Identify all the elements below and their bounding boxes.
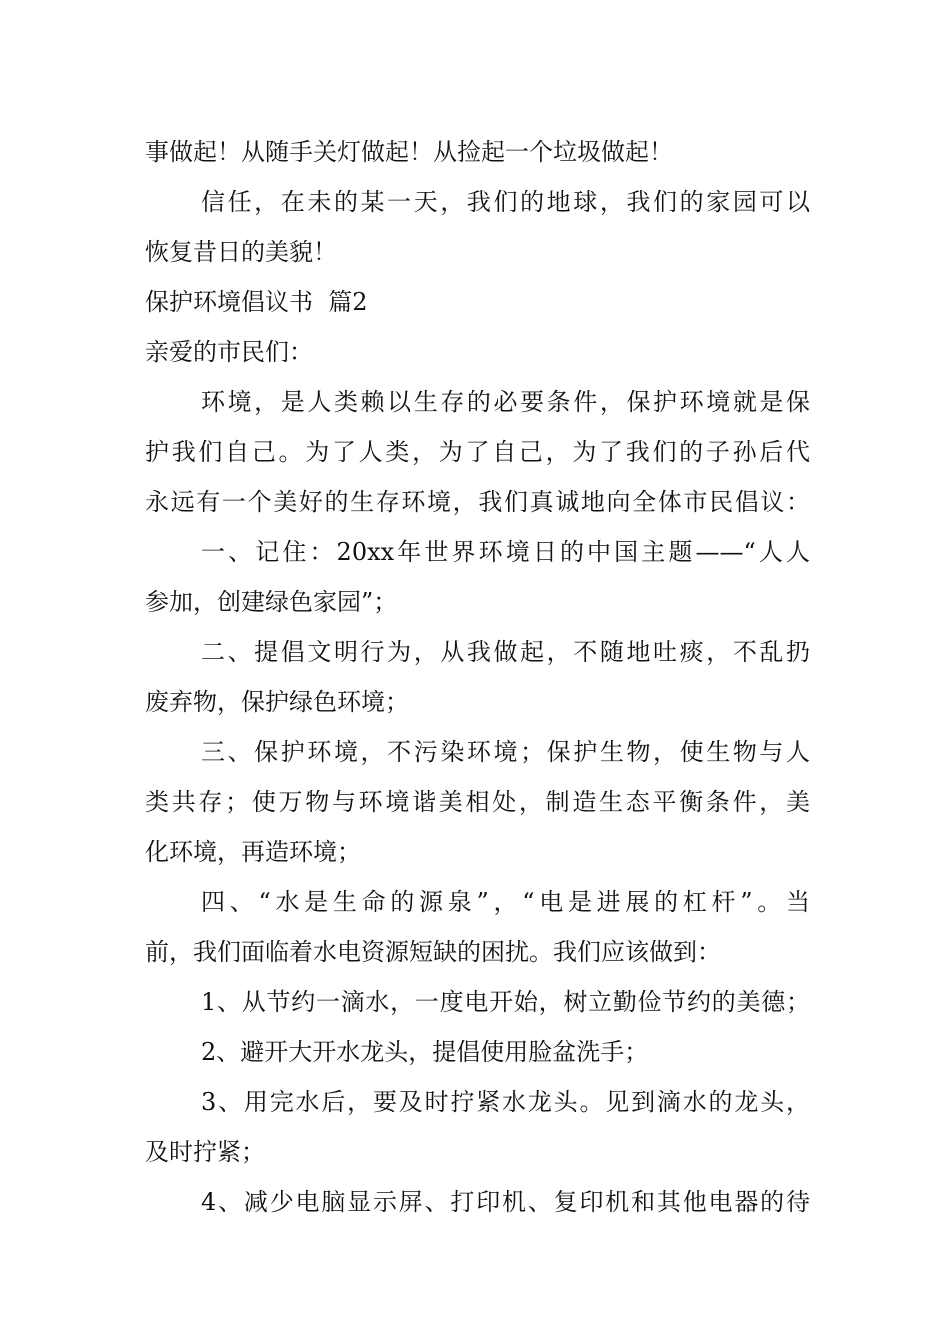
text-line: 及时拧紧；: [145, 1138, 265, 1166]
paragraph-line: 一、记住：20xx年世界环境日的中国主题——“人人: [201, 538, 810, 566]
text-line: 事做起！从随手关灯做起！从捡起一个垃圾做起！: [145, 138, 673, 166]
paragraph-line: 环境，是人类赖以生存的必要条件，保护环境就是保: [201, 388, 810, 416]
salutation: 亲爱的市民们：: [145, 338, 313, 366]
paragraph-line: 三、保护环境，不污染环境；保护生物，使生物与人: [201, 738, 810, 766]
list-item-line: 4、减少电脑显示屏、打印机、复印机和其他电器的待: [201, 1188, 810, 1216]
text-line: 恢复昔日的美貌！: [145, 238, 337, 266]
text-line: 永远有一个美好的生存环境，我们真诚地向全体市民倡议：: [145, 488, 810, 516]
list-item-line: 3、用完水后，要及时拧紧水龙头。见到滴水的龙头，: [201, 1088, 810, 1116]
text-line: 参加，创建绿色家园”；: [145, 588, 398, 616]
list-item-line: 1、从节约一滴水，一度电开始，树立勤俭节约的美德；: [201, 988, 810, 1016]
text-line: 化环境，再造环境；: [145, 838, 361, 866]
text-line: 废弃物，保护绿色环境；: [145, 688, 409, 716]
text-line: 类共存；使万物与环境谐美相处，制造生态平衡条件，美: [145, 788, 810, 816]
paragraph-line: 二、提倡文明行为，从我做起，不随地吐痰，不乱扔: [201, 638, 810, 666]
text-line: 前，我们面临着水电资源短缺的困扰。我们应该做到：: [145, 938, 721, 966]
paragraph-line: 四、“水是生命的源泉”，“电是进展的杠杆”。当: [201, 888, 810, 916]
paragraph-line: 信任，在未的某一天，我们的地球，我们的家园可以: [201, 188, 810, 216]
document-body: [145, 127, 810, 1227]
section-heading: 保护环境倡议书 篇2: [145, 288, 368, 316]
list-item-line: 2、避开大开水龙头，提倡使用脸盆洗手；: [201, 1038, 649, 1066]
text-line: 护我们自己。为了人类，为了自己，为了我们的子孙后代: [145, 438, 810, 466]
